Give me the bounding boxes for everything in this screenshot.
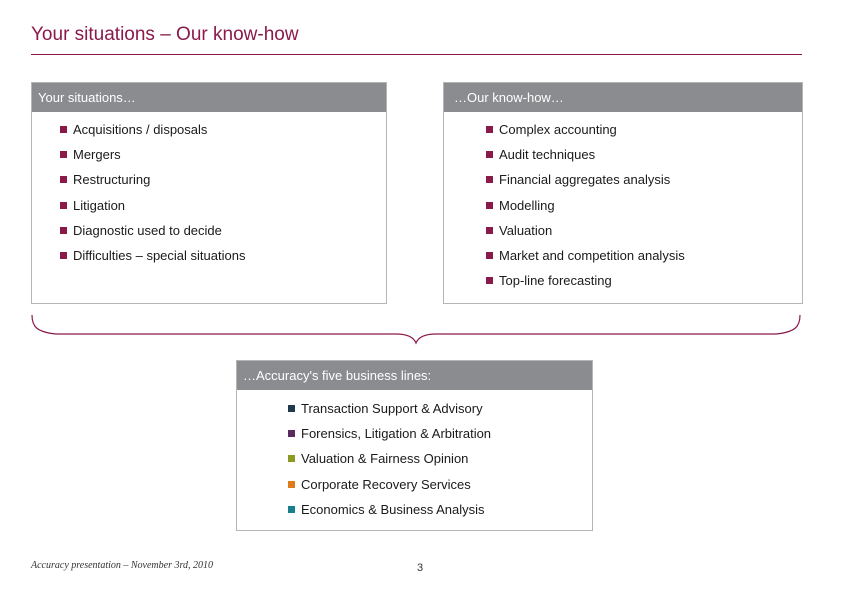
bullet-square-icon: [486, 252, 493, 259]
bullet-square-icon: [60, 202, 67, 209]
grouping-brace-icon: [26, 312, 806, 346]
situations-header: Your situations…: [32, 83, 386, 112]
page-title: Your situations – Our know-how: [31, 24, 299, 45]
list-item: [486, 193, 802, 218]
list-item-label: Financial aggregates analysis: [499, 172, 671, 188]
knowhow-panel: [443, 82, 803, 304]
list-item: [288, 446, 592, 471]
list-item: [486, 218, 802, 243]
list-item-label: Audit techniques: [499, 147, 596, 163]
bullet-square-icon: [60, 176, 67, 183]
list-item-label: Transaction Support & Advisory: [301, 401, 483, 416]
list-item: [486, 268, 802, 293]
page-number: 3: [417, 562, 424, 574]
bullet-square-icon: [486, 202, 493, 209]
list-item-label: Valuation: [499, 222, 553, 238]
bullet-square-icon: [288, 430, 295, 437]
bullet-square-icon: [60, 227, 67, 234]
bullet-square-icon: [486, 151, 493, 158]
list-item-label: Diagnostic used to decide: [73, 222, 222, 238]
business-lines-header: …Accuracy's five business lines:: [237, 361, 592, 390]
list-item: [60, 193, 386, 218]
list-item: [288, 472, 592, 497]
bullet-square-icon: [288, 506, 295, 513]
list-item-label: Restructuring: [73, 172, 151, 188]
bullet-square-icon: [486, 176, 493, 183]
list-item-label: Economics & Business Analysis: [301, 501, 485, 517]
list-item: [486, 117, 802, 142]
list-item: [288, 421, 592, 446]
bullet-square-icon: [288, 405, 295, 412]
bullet-square-icon: [60, 252, 67, 259]
list-item: [486, 167, 802, 192]
list-item: [486, 243, 802, 268]
bullet-square-icon: [60, 126, 67, 133]
bullet-square-icon: [60, 151, 67, 158]
list-item: [60, 167, 386, 192]
list-item: [288, 497, 592, 522]
list-item-label: Forensics, Litigation & Arbitration: [301, 426, 492, 442]
business-lines-list: [237, 390, 592, 522]
list-item-label: Market and competition analysis: [499, 247, 685, 263]
list-item: [486, 142, 802, 167]
list-item-label: Complex accounting: [499, 122, 617, 137]
situations-panel: [31, 82, 387, 304]
list-item-label: Litigation: [73, 197, 126, 213]
knowhow-list: [444, 112, 802, 293]
list-item-label: Acquisitions / disposals: [73, 122, 208, 137]
list-item-label: Mergers: [73, 147, 121, 163]
bullet-square-icon: [288, 455, 295, 462]
bullet-square-icon: [486, 126, 493, 133]
business-lines-panel: [236, 360, 593, 531]
list-item: [60, 243, 386, 268]
bullet-square-icon: [288, 481, 295, 488]
list-item-label: Top-line forecasting: [499, 273, 612, 289]
list-item-label: Modelling: [499, 197, 555, 213]
knowhow-header: …Our know-how…: [444, 83, 802, 112]
list-item-label: Difficulties – special situations: [73, 247, 246, 263]
situations-list: [32, 112, 386, 268]
list-item: [288, 396, 592, 421]
list-item: [60, 218, 386, 243]
bullet-square-icon: [486, 277, 493, 284]
footer-text: Accuracy presentation – November 3rd, 2010: [31, 560, 213, 571]
title-divider: [31, 54, 802, 55]
list-item: [60, 142, 386, 167]
list-item-label: Corporate Recovery Services: [301, 476, 471, 492]
list-item: [60, 117, 386, 142]
bullet-square-icon: [486, 227, 493, 234]
list-item-label: Valuation & Fairness Opinion: [301, 451, 469, 467]
